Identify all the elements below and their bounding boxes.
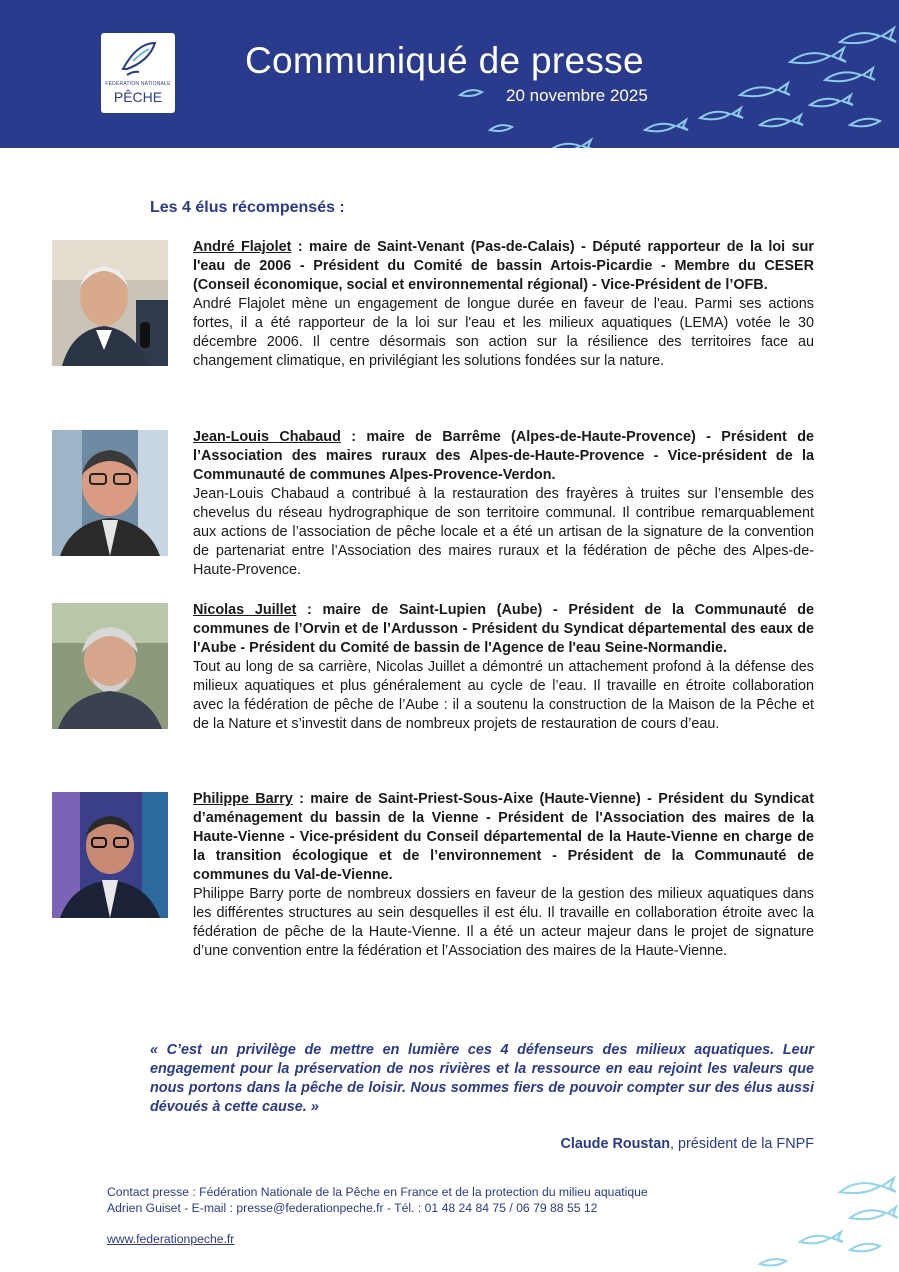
laureate-titles: : maire de Barrême (Alpes-de-Haute-Provence) - Président de l’Association des maires ruraux des Alpes-de-Haute-Provence - Vice-président de la Communauté de communes Alpes-Provence-Verdon. — [193, 429, 814, 483]
portrait-photo — [52, 430, 168, 556]
laureate-name: Philippe Barry — [193, 791, 293, 807]
signatory-name: Claude Roustan — [560, 1136, 671, 1152]
footer-website[interactable] — [107, 1232, 234, 1246]
portrait-photo — [52, 240, 168, 366]
entry-text — [193, 428, 814, 580]
logo-caption: FÉDÉRATION NATIONALE — [105, 81, 171, 87]
laureate-description: Philippe Barry porte de nombreux dossiers en faveur de la gestion des milieux aquatiques dans les différentes structures au sein desquelles il est élu. Il travaille en collaboration étroite avec la fédération de pêche de la Haute-Vienne. Il a été un acteur majeur dans le projet de signature d’une convention entre la fédération et l’Association des maires de la Haute-Vienne. — [193, 886, 814, 959]
entry-text — [193, 238, 814, 371]
fnpf-logo[interactable] — [101, 33, 175, 113]
laureate-titles: : maire de Saint-Lupien (Aube) - Président de la Communauté de communes de l’Orvin et de l’Ardusson - Président du Syndicat départemental des eaux de l'Aube - Président du Comité de bassin de l'Agence de l'eau Seine-Normandie. — [193, 602, 814, 656]
entry-text — [193, 601, 814, 734]
signatory-role: , président de la FNPF — [670, 1136, 814, 1152]
quote-signature — [560, 1136, 814, 1152]
logo-wordmark: PÊCHE — [113, 89, 163, 105]
laureate-name: Jean-Louis Chabaud — [193, 429, 341, 445]
laureate-description: Jean-Louis Chabaud a contribué à la restauration des frayères à truites sur l’ensemble des chevelus du réseau hydrographique de son territoire communal. Il contribue remarquablement aux actions de l’association de pêche locale et a été un artisan de la signature de la convention de partenariat entre l’Association des maires ruraux et la fédération de pêche des Alpes-de-Haute-Provence. — [193, 486, 814, 578]
release-date: 20 novembre 2025 — [506, 86, 648, 105]
laureate-description: Tout au long de sa carrière, Nicolas Juillet a démontré un attachement profond à la défense des milieux aquatiques et plus généralement au cycle de l’eau. Il travaille en étroite collaboration avec la fédération de pêche de l’Aube : il a soutenu la construction de la Maison de la Pêche et de la Nature et s’investit dans de nombreux projets de restauration de cours d’eau. — [193, 659, 814, 732]
footer-contact-line2: Adrien Guiset - E-mail : presse@federationpeche.fr - Tél. : 01 48 24 84 75 / 06 79 88 55 12 — [107, 1201, 598, 1215]
fish-logo-icon — [119, 39, 157, 79]
laureate-titles: : maire de Saint-Priest-Sous-Aixe (Haute-Vienne) - Président du Syndicat d’aménagement du bassin de la Vienne - Président de l'Association des maires de la Haute-Vienne - Vice-président du Conseil départemental de la Haute-Vienne en charge de la transition écologique et de l’environnement - Président de la Communauté de communes du Val-de-Vienne. — [193, 791, 814, 883]
laureate-description: André Flajolet mène un engagement de longue durée en faveur de l'eau. Parmi ses actions fortes, il a été rapporteur de la loi sur l'eau et les milieux aquatiques (LEMA) votée le 30 décembre 2006. Il centre désormais son action sur la résilience des territoires face au changement climatique, en privilégiant les solutions fondées sur la nature. — [193, 296, 814, 369]
page-title: Communiqué de presse — [245, 40, 644, 81]
website-link[interactable]: www.federationpeche.fr — [107, 1232, 235, 1246]
laureate-name: André Flajolet — [193, 239, 292, 255]
entry-text — [193, 790, 814, 961]
portrait-photo — [52, 603, 168, 729]
laureate-titles: : maire de Saint-Venant (Pas-de-Calais) - Député rapporteur de la loi sur l'eau de 2006 - Président du Comité de bassin Artois-Picardie - Membre du CESER (Conseil économique, social et environnemental régional) - Vice-Président de l’OFB. — [193, 239, 814, 293]
laureate-name: Nicolas Juillet — [193, 602, 297, 618]
portrait-photo — [52, 792, 168, 918]
section-heading: Les 4 élus récompensés : — [150, 199, 345, 216]
press-quote: « C’est un privilège de mettre en lumière ces 4 défenseurs des milieux aquatiques. Leur engagement pour la préservation de nos rivières et la ressource en eau rejoint les valeurs que nous portons dans la pêche de loisir. Nous sommes fiers de pouvoir compter sur des élus aussi dévoués à cette cause. » — [150, 1042, 814, 1115]
header-banner — [0, 0, 899, 148]
footer-contact-line1: Contact presse : Fédération Nationale de la Pêche en France et de la protection du milieu aquatique — [107, 1185, 648, 1199]
footer-fish-decoration — [700, 1172, 899, 1272]
